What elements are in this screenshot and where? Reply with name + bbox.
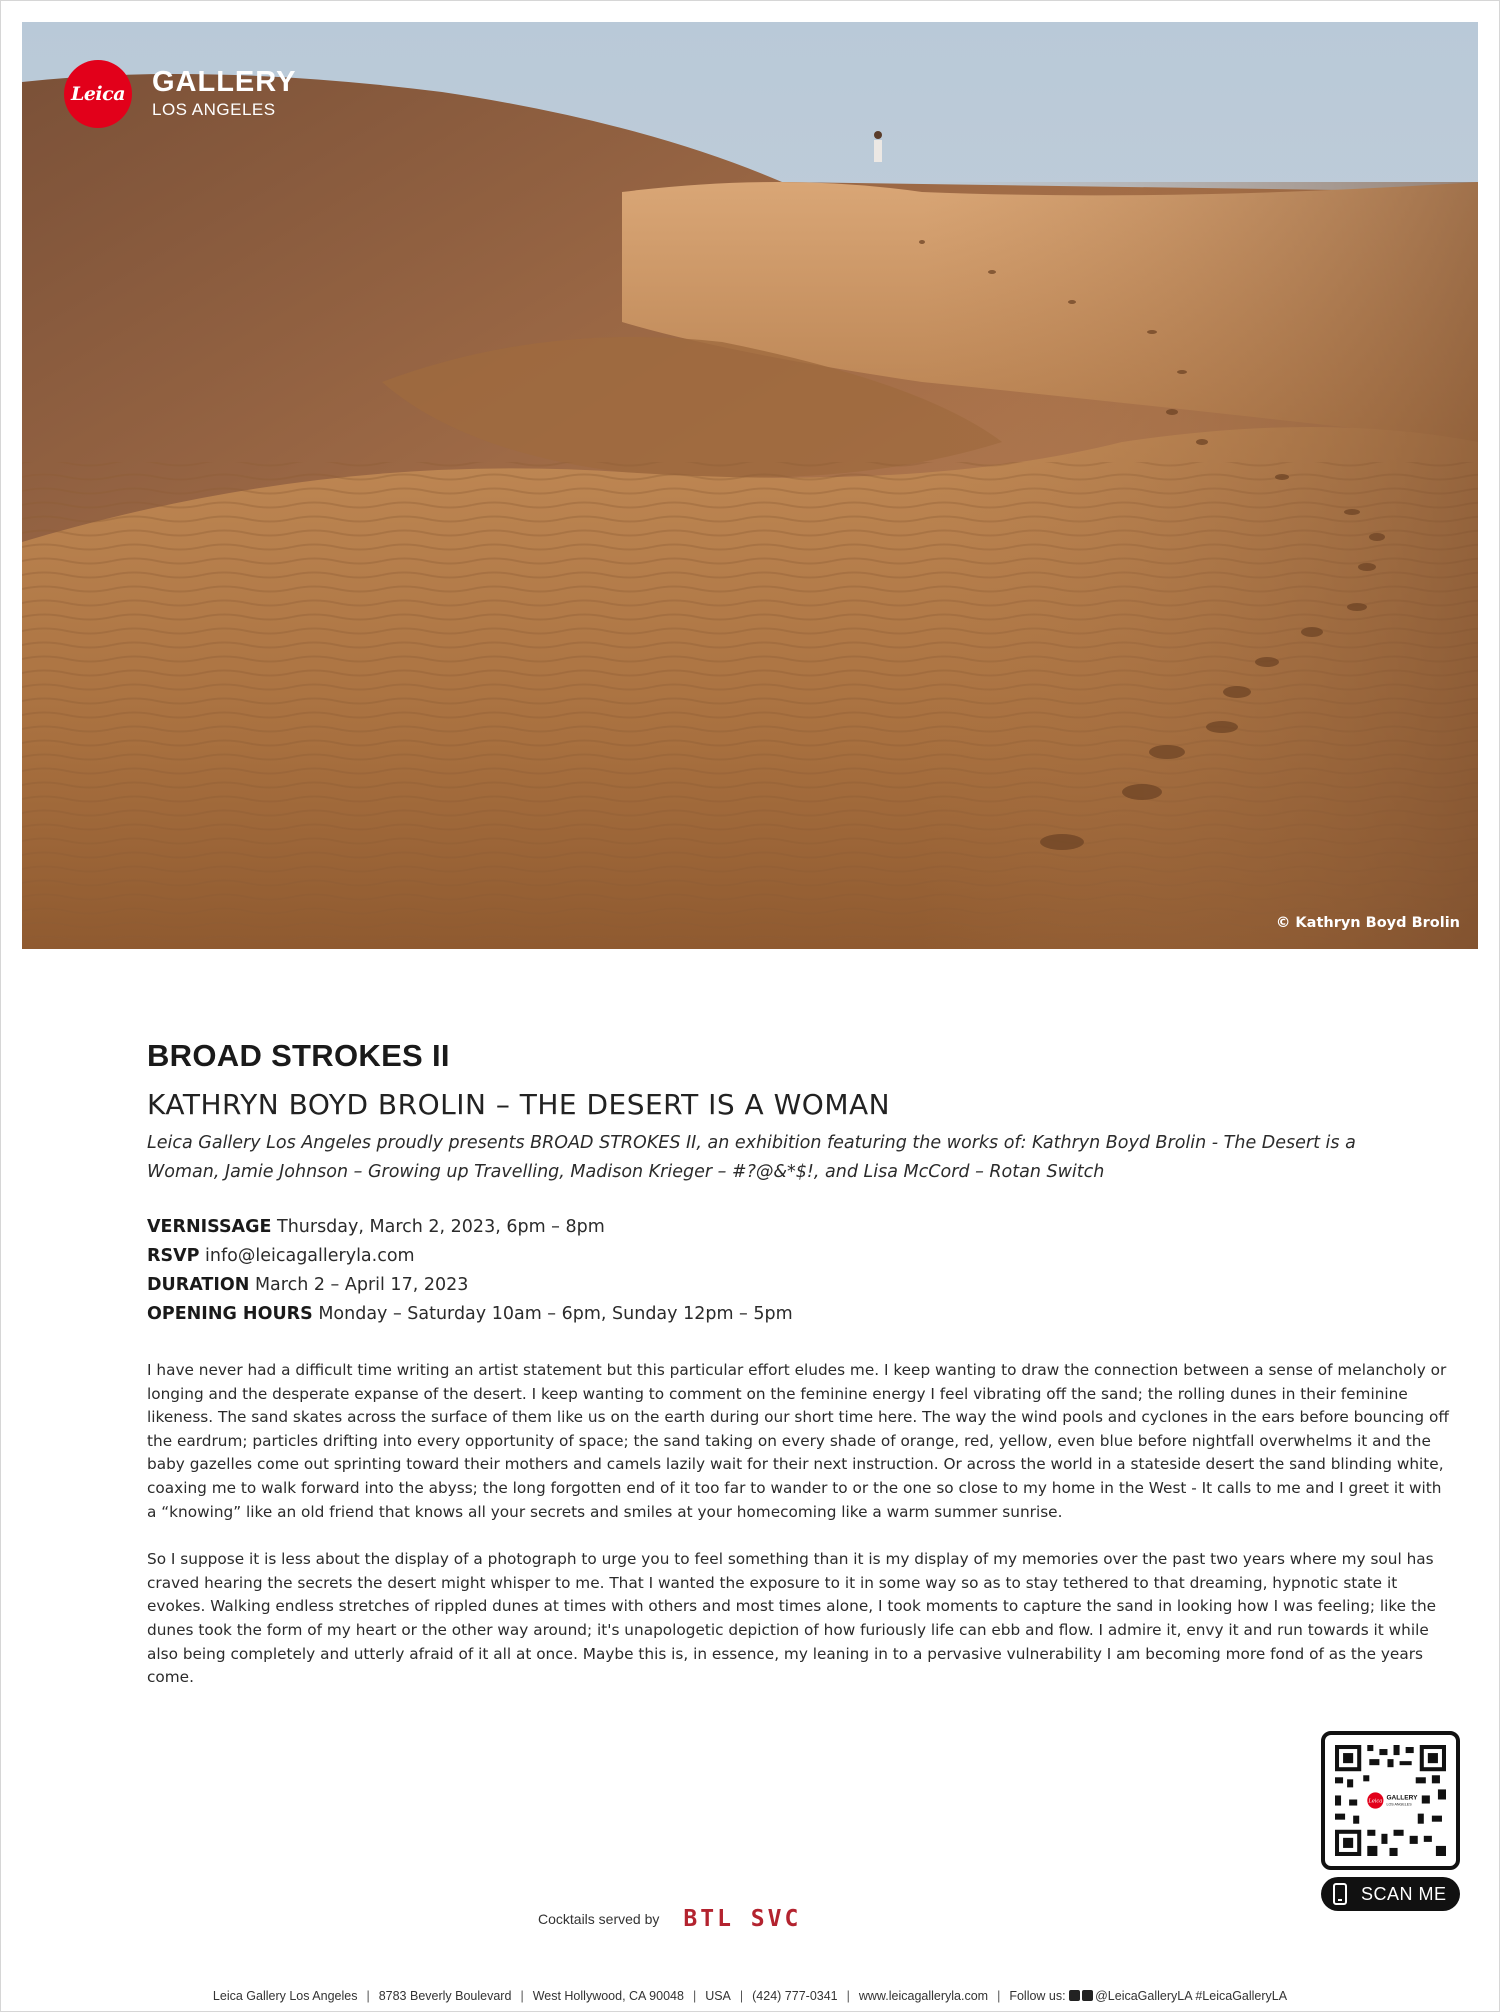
detail-opening-hours — [147, 1300, 1457, 1329]
exhibition-subtitle: KATHRYN BOYD BROLIN – THE DESERT IS A WOMAN — [147, 1088, 891, 1121]
footer-name: Leica Gallery Los Angeles — [212, 1989, 358, 2003]
facebook-icon[interactable] — [1082, 1990, 1093, 2001]
footer — [0, 1989, 1500, 2003]
detail-label: VERNISSAGE — [147, 1217, 272, 1237]
exhibition-title: BROAD STROKES II — [147, 1038, 450, 1073]
exhibition-info — [147, 1038, 1457, 1690]
footer-separator: | — [739, 1989, 744, 2003]
qr-logo-subtitle: LOS ANGELES — [1386, 1802, 1412, 1807]
detail-label: DURATION — [147, 1275, 250, 1295]
qr-code-icon — [1335, 1745, 1446, 1856]
detail-vernissage — [147, 1213, 1457, 1242]
footer-separator: | — [692, 1989, 697, 2003]
btl-svc-logo: BTL SVC — [683, 1906, 802, 1932]
sponsor-line — [538, 1906, 801, 1932]
scan-me-button[interactable] — [1321, 1877, 1460, 1911]
event-details — [147, 1213, 1457, 1329]
qr-code[interactable] — [1321, 1731, 1460, 1870]
footer-separator: | — [846, 1989, 850, 2003]
statement-paragraph: So I suppose it is less about the display of a photograph to urge you to feel something than it is my display of my memories over the past two years where my soul has craved hearing the secrets the desert might whisper to me. That I wanted the exposure to it in some way so as to stay tethered to that dreaming, hypnotic state it evokes. Walking endless stretches of rippled dunes at times with others and most times alone, I took moments to capture the sand in looking how I was feeling; like the dunes took the form of my heart or the other way around; it's unapologetic depiction of how furiously life can ebb and flow. I admire it, envy it and run towards it while also being completely and utterly afraid of it all at once. Maybe this is, in essence, my leaning in to a pervasive vulnerability I am becoming more fond of as the years come. — [147, 1550, 1437, 1687]
photo-credit: © Kathryn Boyd Brolin — [1275, 915, 1460, 931]
brand-title: GALLERY — [152, 66, 297, 98]
brand-subtitle: LOS ANGELES — [152, 100, 276, 119]
detail-label: OPENING HOURS — [147, 1304, 313, 1324]
footer-city: West Hollywood, CA 90048 — [532, 1989, 684, 2003]
detail-rsvp — [147, 1242, 1457, 1271]
qr-logo-title: GALLERY — [1386, 1794, 1418, 1802]
footer-phone[interactable]: (424) 777-0341 — [752, 1989, 838, 2003]
footer-separator: | — [520, 1989, 524, 2003]
artist-statement — [147, 1359, 1452, 1690]
footer-street: 8783 Beverly Boulevard — [378, 1989, 512, 2003]
detail-value: Thursday, March 2, 2023, 6pm – 8pm — [277, 1217, 605, 1237]
footer-website-link[interactable]: www.leicagalleryla.com — [858, 1989, 989, 2003]
scan-me-label: SCAN ME — [1361, 1883, 1447, 1904]
hero-photo — [22, 22, 1478, 949]
sponsor-text: Cocktails served by — [538, 1911, 660, 1927]
footer-separator: | — [997, 1989, 1001, 2003]
footer-hashtag: #LeicaGalleryLA — [1195, 1989, 1288, 2003]
detail-duration — [147, 1271, 1457, 1300]
leica-logo-text: Leica — [70, 83, 126, 105]
gallery-logo — [64, 60, 296, 128]
detail-label: RSVP — [147, 1246, 200, 1266]
statement-paragraph: I have never had a difficult time writing an artist statement but this particular effort eludes me. I keep wanting to draw the connection between a sense of melancholy or longing and the desperate expanse of the desert. I keep wanting to comment on the feminine energy I feel vibrating off the sand; the rolling dunes in their feminine likeness. The sand skates across the surface of them like us on the earth during our short time here. The way the wind pools and cyclones in the ears before bouncing off the eardrum; particles drifting into every opportunity of space; the sand taking on every shade of orange, red, yellow, even blue before nightfall overwhelms it and the baby gazelles come out sprinting toward their mothers and camels lazily wait for their next instruction. Or across the world in a stateside desert the sand blinding white, coaxing me to walk forward into the abyss; the long forgotten end of it too far to wander to or the one so close to my home in the West - It calls to me and I greet it with a “knowing” like an old friend that knows all your secrets and smiles at your homecoming like a warm summer sunrise. — [147, 1361, 1449, 1521]
leica-logo-icon — [64, 60, 132, 128]
footer-follow-label: Follow us: — [1009, 1989, 1066, 2003]
instagram-icon[interactable] — [1069, 1990, 1080, 2001]
detail-value: Monday – Saturday 10am – 6pm, Sunday 12pm – 5pm — [318, 1304, 793, 1324]
footer-handle[interactable]: @LeicaGalleryLA — [1095, 1989, 1192, 2003]
qr-logo-text: Leica — [1368, 1798, 1383, 1805]
footer-separator: | — [366, 1989, 370, 2003]
exhibition-intro: Leica Gallery Los Angeles proudly presents BROAD STROKES II, an exhibition featuring the works of: Kathryn Boyd Brolin - The Desert is a Woman, Jamie Johnson – Growing up Travelling, Madison Krieger – #?@&*$!, and Lisa McCord – Rotan Switch — [147, 1133, 1356, 1182]
rsvp-email-link[interactable]: info@leicagalleryla.com — [205, 1246, 415, 1266]
footer-country: USA — [705, 1989, 731, 2003]
detail-value: March 2 – April 17, 2023 — [254, 1275, 469, 1295]
phone-icon — [1333, 1883, 1347, 1905]
desert-dunes-image — [22, 22, 1478, 949]
